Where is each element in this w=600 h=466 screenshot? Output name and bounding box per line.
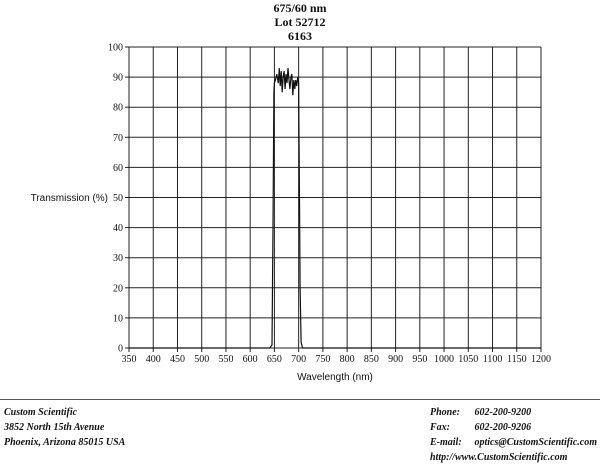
- y-tick-label: 100: [108, 42, 123, 54]
- x-tick-label: 1050: [458, 354, 479, 365]
- fax-label: Fax:: [430, 422, 450, 433]
- y-tick-label: 0: [118, 343, 123, 355]
- y-tick-label: 70: [113, 132, 123, 144]
- part-number: 6163: [288, 29, 312, 43]
- email-address[interactable]: optics@CustomScientific.com: [474, 437, 597, 448]
- y-tick-label: 90: [113, 72, 123, 84]
- fax-number: 602-200-9206: [474, 422, 532, 433]
- y-tick-label: 60: [113, 162, 123, 174]
- y-axis-title: Transmission (%): [30, 193, 108, 204]
- phone-number: 602-200-9200: [474, 407, 532, 418]
- x-tick-label: 500: [194, 354, 210, 365]
- y-tick-label: 80: [113, 102, 123, 114]
- website-row: [430, 450, 597, 465]
- x-tick-label: 700: [291, 354, 307, 365]
- company-contact: [430, 405, 597, 465]
- x-tick-label: 550: [218, 354, 234, 365]
- phone-row: [430, 405, 597, 420]
- city-address: Phoenix, Arizona 85015 USA: [4, 437, 126, 448]
- x-tick-label: 950: [412, 354, 428, 365]
- company-address: [4, 405, 125, 450]
- x-tick-label: 450: [169, 354, 185, 365]
- email-label: E-mail:: [430, 437, 462, 448]
- website-link[interactable]: http://www.CustomScientific.com: [430, 452, 568, 463]
- footer-divider: [0, 399, 600, 400]
- x-tick-label: 400: [145, 354, 161, 365]
- x-tick-label: 1150: [506, 354, 527, 365]
- y-tick-label: 20: [113, 283, 123, 295]
- x-tick-label: 1000: [434, 354, 455, 365]
- x-tick-label: 600: [242, 354, 258, 365]
- y-tick-label: 10: [113, 313, 123, 325]
- y-tick-label: 50: [113, 193, 123, 204]
- street-address: 3852 North 15th Avenue: [4, 422, 105, 433]
- x-tick-label: 350: [121, 354, 137, 365]
- email-row: [430, 435, 597, 450]
- x-axis-title: Wavelength (nm): [297, 372, 373, 383]
- chart-series: [129, 68, 541, 348]
- filter-title: 675/60 nm: [273, 1, 327, 15]
- x-tick-label: 650: [266, 354, 282, 365]
- phone-label: Phone:: [430, 407, 460, 418]
- company-name: Custom Scientific: [4, 407, 78, 418]
- fax-row: [430, 420, 597, 435]
- chart-grid: [125, 47, 541, 352]
- x-tick-label: 850: [363, 354, 379, 365]
- x-tick-label: 900: [388, 354, 404, 365]
- x-tick-label: 1200: [531, 354, 551, 365]
- x-tick-label: 750: [315, 354, 331, 365]
- x-tick-label: 800: [339, 354, 355, 365]
- y-tick-label: 30: [113, 253, 123, 265]
- y-tick-label: 40: [113, 223, 123, 235]
- lot-number: Lot 52712: [274, 15, 326, 29]
- x-tick-label: 1100: [482, 354, 503, 365]
- transmission-curve: [129, 68, 541, 348]
- tick-labels: [108, 43, 551, 366]
